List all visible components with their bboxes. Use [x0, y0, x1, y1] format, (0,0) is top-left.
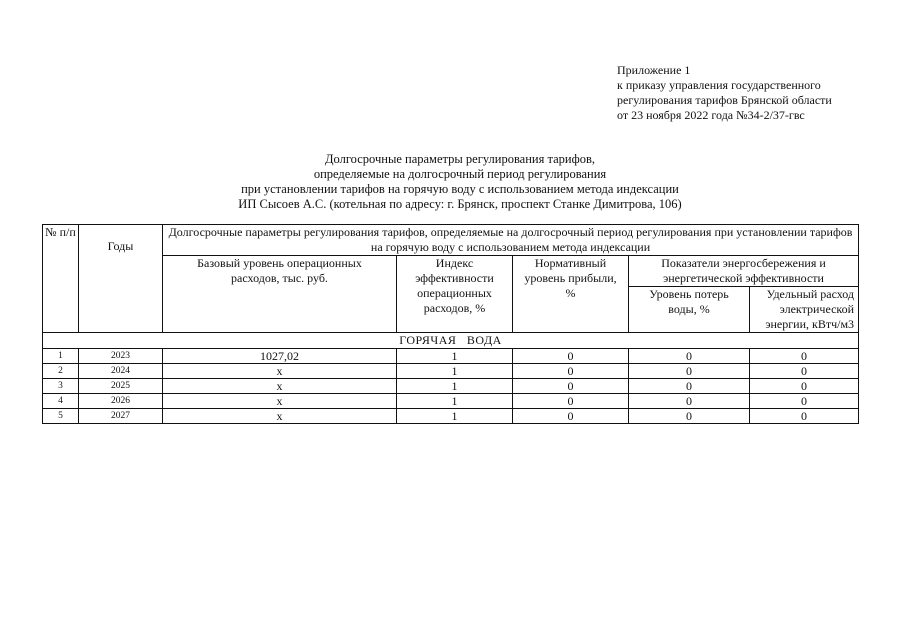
appendix-line: от 23 ноября 2022 года №34-2/37-гвс	[617, 108, 805, 122]
cell-electric: 0	[750, 349, 859, 364]
header-num: № п/п	[43, 225, 79, 333]
cell-num: 2	[43, 364, 79, 379]
title-line: ИП Сысоев А.С. (котельная по адресу: г. Брянск, проспект Станке Димитрова, 106)	[238, 197, 682, 211]
cell-year: 2024	[79, 364, 163, 379]
cell-year: 2026	[79, 394, 163, 409]
header-row	[43, 225, 859, 256]
cell-num: 3	[43, 379, 79, 394]
appendix-block	[617, 63, 832, 123]
cell-year: 2025	[79, 379, 163, 394]
cell-index: 1	[397, 364, 513, 379]
appendix-line: к приказу управления государственного	[617, 78, 821, 92]
cell-profit: 0	[513, 394, 629, 409]
header-index: Индекс эффективности операционных расходов, %	[397, 256, 513, 333]
table-row	[43, 409, 859, 424]
cell-electric: 0	[750, 364, 859, 379]
cell-num: 4	[43, 394, 79, 409]
cell-losses: 0	[629, 379, 750, 394]
cell-base: 1027,02	[163, 349, 397, 364]
cell-base: х	[163, 409, 397, 424]
cell-electric: 0	[750, 409, 859, 424]
header-losses: Уровень потерь воды, %	[629, 287, 750, 333]
cell-base: х	[163, 379, 397, 394]
header-group: Долгосрочные параметры регулирования тарифов, определяемые на долгосрочный период регулирования при установлении тарифов на горячую воду с использованием метода индексации	[163, 225, 859, 256]
cell-profit: 0	[513, 409, 629, 424]
cell-losses: 0	[629, 394, 750, 409]
cell-electric: 0	[750, 394, 859, 409]
title-line: Долгосрочные параметры регулирования тарифов,	[325, 152, 595, 166]
cell-index: 1	[397, 379, 513, 394]
header-electric: Удельный расход электрической энергии, кВтч/м3	[750, 287, 859, 333]
title-line: при установлении тарифов на горячую воду с использованием метода индексации	[241, 182, 679, 196]
appendix-line: регулирования тарифов Брянской области	[617, 93, 832, 107]
cell-losses: 0	[629, 349, 750, 364]
table-row	[43, 394, 859, 409]
cell-index: 1	[397, 409, 513, 424]
cell-losses: 0	[629, 409, 750, 424]
header-profit: Нормативный уровень прибыли, %	[513, 256, 629, 333]
document-title	[200, 152, 720, 212]
title-line: определяемые на долгосрочный период регулирования	[313, 167, 607, 181]
section-title: ГОРЯЧАЯ ВОДА	[43, 333, 859, 349]
appendix-line: Приложение 1	[617, 63, 691, 77]
header-base: Базовый уровень операционных расходов, тыс. руб.	[163, 256, 397, 333]
cell-base: х	[163, 394, 397, 409]
cell-num: 1	[43, 349, 79, 364]
cell-year: 2027	[79, 409, 163, 424]
cell-index: 1	[397, 394, 513, 409]
header-years: Годы	[79, 225, 163, 333]
table-row	[43, 364, 859, 379]
cell-profit: 0	[513, 364, 629, 379]
cell-index: 1	[397, 349, 513, 364]
cell-electric: 0	[750, 379, 859, 394]
table-row	[43, 379, 859, 394]
cell-num: 5	[43, 409, 79, 424]
cell-profit: 0	[513, 379, 629, 394]
cell-losses: 0	[629, 364, 750, 379]
cell-base: х	[163, 364, 397, 379]
cell-year: 2023	[79, 349, 163, 364]
header-energy-group: Показатели энергосбережения и энергетической эффективности	[629, 256, 859, 287]
header-row	[43, 256, 859, 287]
section-row	[43, 333, 859, 349]
table-row	[43, 349, 859, 364]
parameters-table	[42, 224, 859, 424]
cell-profit: 0	[513, 349, 629, 364]
